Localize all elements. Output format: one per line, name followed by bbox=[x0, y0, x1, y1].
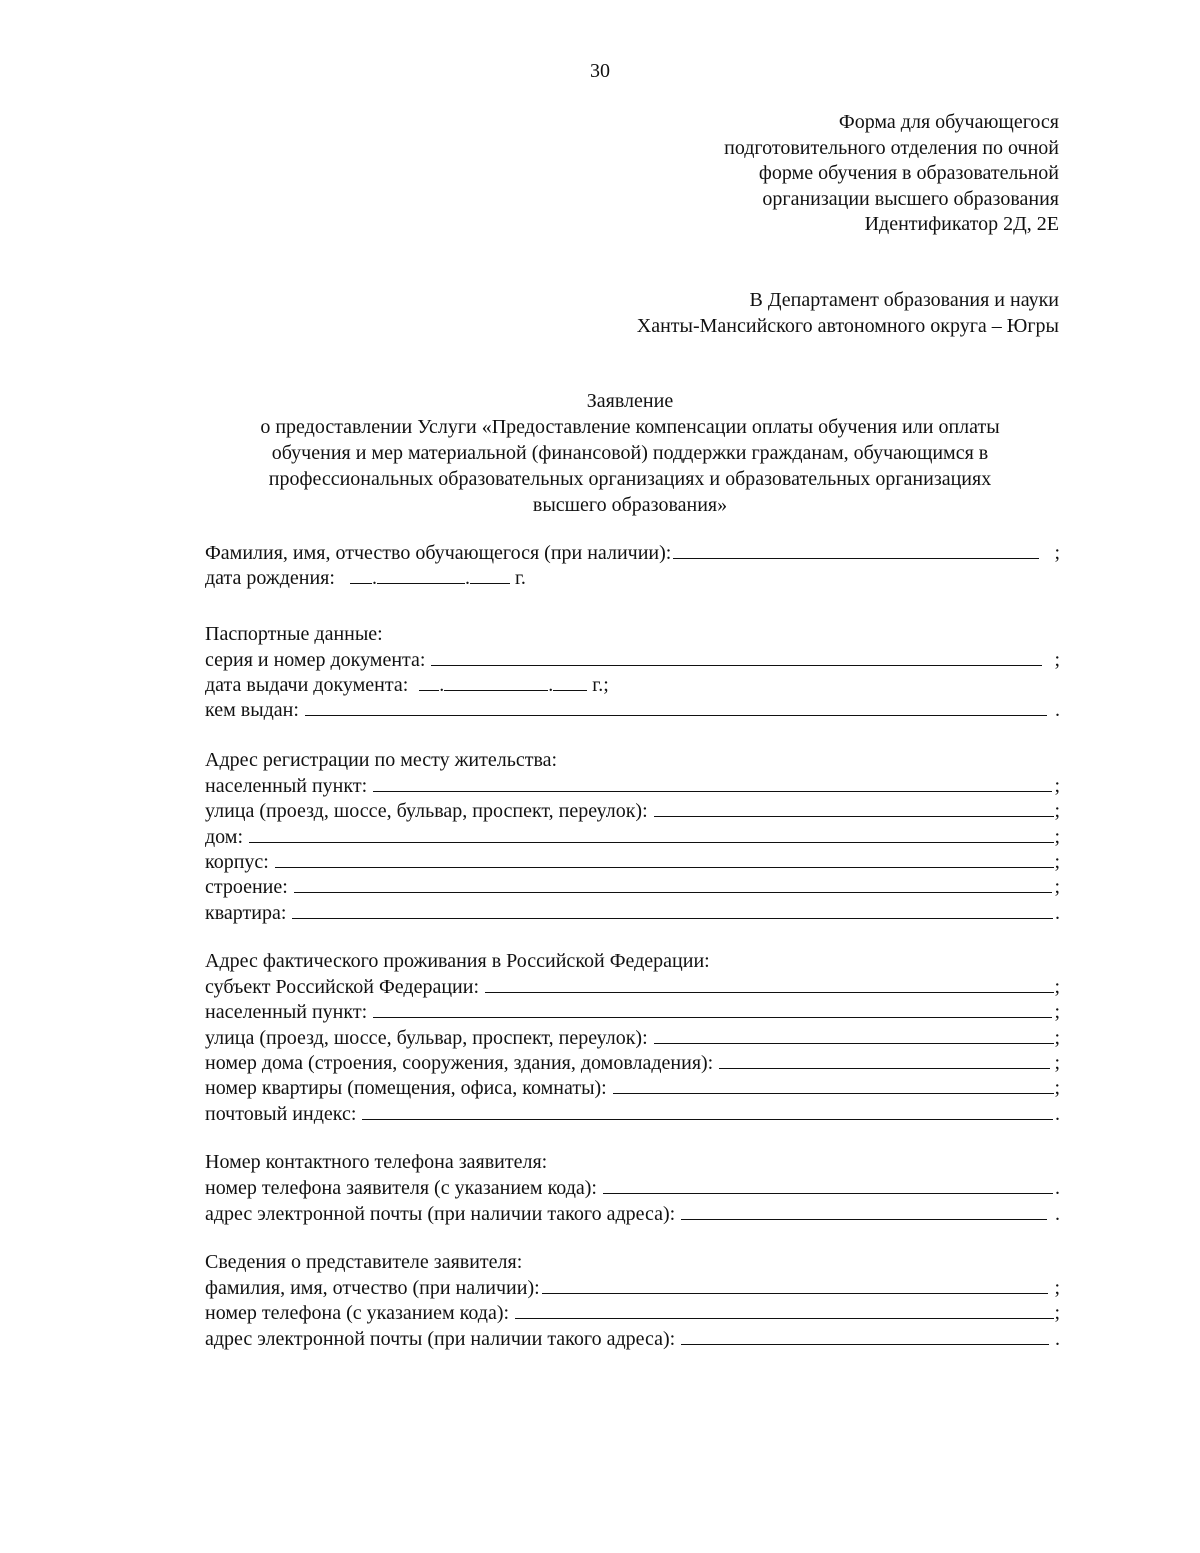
date-separator: . bbox=[439, 674, 445, 697]
reg-locality-label: населенный пункт: bbox=[205, 775, 368, 798]
birth-date-label: дата рождения: bbox=[205, 567, 335, 590]
student-fio-blank[interactable] bbox=[673, 542, 1039, 559]
act-postcode-label: почтовый индекс: bbox=[205, 1102, 357, 1125]
rep-phone-field[interactable] bbox=[205, 1302, 1060, 1327]
field-end-punct: ; bbox=[1054, 800, 1060, 823]
birth-date-field[interactable] bbox=[205, 567, 1060, 592]
field-end-punct: ; bbox=[1054, 976, 1060, 999]
passport-issued-by-field[interactable] bbox=[205, 699, 1060, 724]
contact-phone-field[interactable] bbox=[205, 1177, 1060, 1202]
actual-address-heading: Адрес фактического проживания в Российской Федерации: bbox=[205, 949, 710, 972]
field-end-punct: ; bbox=[1054, 876, 1060, 899]
spacer bbox=[205, 1228, 1060, 1252]
act-street-field[interactable] bbox=[205, 1027, 1060, 1052]
contact-phone-blank[interactable] bbox=[603, 1177, 1053, 1194]
passport-issued-by-label: кем выдан: bbox=[205, 699, 299, 722]
date-separator: . bbox=[464, 567, 470, 590]
act-house-label: номер дома (строения, сооружения, здания, домовладения): bbox=[205, 1052, 714, 1075]
addressee-block bbox=[637, 287, 1059, 339]
date-separator: . bbox=[548, 674, 554, 697]
rep-fio-field[interactable] bbox=[205, 1277, 1060, 1302]
issue-year-blank[interactable] bbox=[553, 674, 587, 691]
application-form bbox=[205, 542, 1060, 1353]
act-region-label: субъект Российской Федерации: bbox=[205, 976, 480, 999]
act-apartment-blank[interactable] bbox=[613, 1077, 1055, 1094]
reg-structure-field[interactable] bbox=[205, 876, 1060, 901]
reg-structure-label: строение: bbox=[205, 876, 288, 899]
act-apartment-field[interactable] bbox=[205, 1077, 1060, 1102]
act-postcode-field[interactable] bbox=[205, 1103, 1060, 1128]
subtitle-line: обучения и мер материальной (финансовой) поддержки гражданам, обучающимся в bbox=[271, 442, 989, 464]
issue-year-suffix: г.; bbox=[592, 674, 609, 697]
passport-heading: Паспортные данные: bbox=[205, 622, 383, 645]
act-locality-field[interactable] bbox=[205, 1001, 1060, 1026]
subtitle-line: профессиональных образовательных организациях и образовательных организациях bbox=[268, 468, 992, 490]
form-ident-line: подготовительного отделения по очной bbox=[724, 136, 1059, 159]
rep-fio-blank[interactable] bbox=[542, 1277, 1049, 1294]
contact-phone-label: номер телефона заявителя (с указанием кода): bbox=[205, 1177, 597, 1200]
addressee-line: Ханты-Мансийского автономного округа – Югры bbox=[636, 315, 1059, 337]
field-end-punct: ; bbox=[1054, 1077, 1060, 1100]
form-ident-line: Идентификатор 2Д, 2Е bbox=[864, 213, 1059, 235]
representative-heading: Сведения о представителе заявителя: bbox=[205, 1250, 523, 1273]
birth-day-blank[interactable] bbox=[350, 567, 372, 584]
field-end-punct: ; bbox=[1054, 825, 1060, 848]
rep-phone-label: номер телефона (с указанием кода): bbox=[205, 1302, 510, 1325]
rep-fio-label: фамилия, имя, отчество (при наличии): bbox=[205, 1277, 540, 1300]
issue-month-blank[interactable] bbox=[444, 674, 548, 691]
reg-building-field[interactable] bbox=[205, 851, 1060, 876]
field-end-punct: ; bbox=[1054, 1001, 1060, 1024]
spacer bbox=[205, 927, 1060, 951]
act-apartment-label: номер квартиры (помещения, офиса, комнаты): bbox=[205, 1077, 607, 1100]
act-house-blank[interactable] bbox=[719, 1052, 1050, 1069]
spacer bbox=[205, 593, 1060, 624]
reg-building-label: корпус: bbox=[205, 850, 269, 873]
act-region-blank[interactable] bbox=[485, 976, 1054, 993]
form-ident-line: форме обучения в образовательной bbox=[758, 162, 1059, 184]
field-end-punct: ; bbox=[1054, 1026, 1060, 1049]
reg-house-blank[interactable] bbox=[249, 826, 1054, 843]
contact-heading: Номер контактного телефона заявителя: bbox=[205, 1150, 548, 1173]
act-locality-label: населенный пункт: bbox=[205, 1001, 368, 1024]
reg-apartment-field[interactable] bbox=[205, 902, 1060, 927]
field-end-punct: ; bbox=[1054, 1302, 1060, 1325]
field-end-punct: . bbox=[1055, 1102, 1060, 1125]
passport-series-field[interactable] bbox=[205, 649, 1060, 674]
reg-house-label: дом: bbox=[205, 825, 244, 848]
student-fio-label: Фамилия, имя, отчество обучающегося (при наличии): bbox=[205, 542, 672, 564]
reg-locality-field[interactable] bbox=[205, 775, 1060, 800]
contact-email-field[interactable] bbox=[205, 1203, 1060, 1228]
year-suffix: г. bbox=[514, 567, 526, 590]
act-house-field[interactable] bbox=[205, 1052, 1060, 1077]
act-region-field[interactable] bbox=[205, 976, 1060, 1001]
field-end-punct: ; bbox=[1054, 850, 1060, 873]
birth-year-blank[interactable] bbox=[470, 567, 510, 584]
form-ident-line: Форма для обучающегося bbox=[838, 111, 1059, 133]
passport-series-blank[interactable] bbox=[431, 649, 1042, 666]
reg-building-blank[interactable] bbox=[275, 851, 1055, 868]
contact-email-label: адрес электронной почты (при наличии такого адреса): bbox=[205, 1202, 676, 1225]
reg-structure-blank[interactable] bbox=[294, 876, 1053, 893]
reg-apartment-blank[interactable] bbox=[292, 902, 1053, 919]
reg-apartment-label: квартира: bbox=[205, 901, 287, 924]
application-subtitle bbox=[210, 414, 1050, 518]
passport-issue-date-label: дата выдачи документа: bbox=[205, 674, 409, 697]
act-locality-blank[interactable] bbox=[373, 1001, 1052, 1018]
page-number: 30 bbox=[590, 60, 610, 82]
reg-street-label: улица (проезд, шоссе, бульвар, проспект, переулок): bbox=[205, 800, 648, 823]
subtitle-line: о предоставлении Услуги «Предоставление компенсации оплаты обучения или оплаты bbox=[260, 416, 1000, 438]
field-end-punct: ; bbox=[1054, 775, 1060, 798]
reg-locality-blank[interactable] bbox=[373, 775, 1052, 792]
field-end-punct: . bbox=[1055, 1327, 1060, 1350]
field-end-punct: ; bbox=[1054, 1052, 1060, 1075]
act-postcode-blank[interactable] bbox=[362, 1103, 1053, 1120]
field-end-punct: . bbox=[1055, 1177, 1060, 1200]
spacer bbox=[205, 1128, 1060, 1152]
act-street-blank[interactable] bbox=[654, 1027, 1055, 1044]
field-end-punct: . bbox=[1055, 1202, 1060, 1225]
field-end-punct: . bbox=[1055, 901, 1060, 924]
reg-street-field[interactable] bbox=[205, 800, 1060, 825]
reg-street-blank[interactable] bbox=[654, 800, 1055, 817]
field-end-punct: ; bbox=[1054, 542, 1060, 564]
field-end-punct: ; bbox=[1054, 648, 1060, 671]
application-title: Заявление bbox=[586, 390, 674, 412]
date-separator: . bbox=[371, 567, 377, 590]
reg-house-field[interactable] bbox=[205, 826, 1060, 851]
form-ident-line: организации высшего образования bbox=[762, 187, 1059, 210]
field-end-punct: . bbox=[1055, 699, 1060, 722]
form-identifier-block bbox=[724, 110, 1059, 238]
act-street-label: улица (проезд, шоссе, бульвар, проспект, переулок): bbox=[205, 1026, 648, 1049]
rep-email-field[interactable] bbox=[205, 1328, 1060, 1353]
passport-series-label: серия и номер документа: bbox=[205, 648, 426, 671]
birth-month-blank[interactable] bbox=[377, 567, 465, 584]
field-end-punct: ; bbox=[1054, 1277, 1060, 1300]
addressee-line: В Департамент образования и науки bbox=[749, 289, 1059, 311]
student-fio-field[interactable] bbox=[205, 542, 1060, 567]
spacer bbox=[205, 725, 1060, 750]
issue-day-blank[interactable] bbox=[419, 674, 439, 691]
rep-phone-blank[interactable] bbox=[515, 1302, 1054, 1319]
contact-email-blank[interactable] bbox=[681, 1203, 1047, 1220]
registration-address-heading: Адрес регистрации по месту жительства: bbox=[205, 748, 558, 771]
passport-issued-by-blank[interactable] bbox=[305, 699, 1047, 716]
rep-email-label: адрес электронной почты (при наличии такого адреса): bbox=[205, 1327, 676, 1350]
subtitle-line: высшего образования» bbox=[532, 494, 728, 516]
rep-email-blank[interactable] bbox=[681, 1328, 1049, 1345]
passport-issue-date-field[interactable] bbox=[205, 674, 1060, 699]
